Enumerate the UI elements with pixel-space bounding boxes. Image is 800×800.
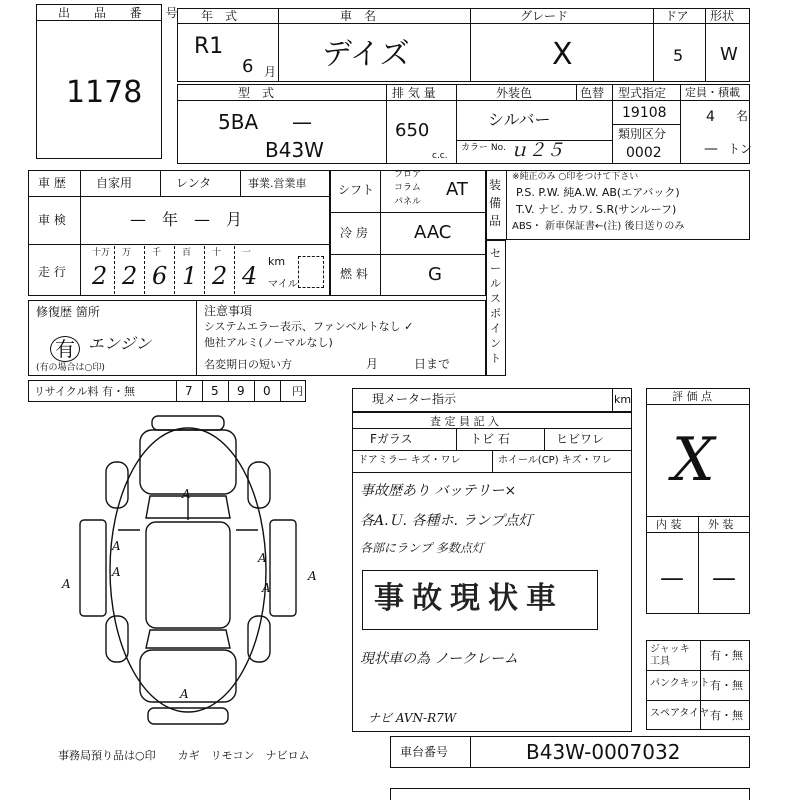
recycle-label: リサイクル料 有・無 bbox=[34, 385, 135, 398]
color-code-value: ｕ２５ bbox=[510, 140, 564, 161]
mileage-digit: 6 bbox=[152, 262, 168, 290]
year-label: 年 式 bbox=[201, 9, 238, 23]
mileage-digit: 4 bbox=[242, 262, 258, 290]
doors-label: ドア bbox=[665, 9, 689, 23]
shift-floor: フロア bbox=[394, 170, 422, 180]
mileage-unit: 百 bbox=[182, 248, 192, 258]
recycle-cell-divider bbox=[228, 380, 229, 402]
chassis-value: B43W-0007032 bbox=[526, 740, 681, 764]
diagram-mark-4: A bbox=[258, 551, 267, 565]
equipment-label: 装備品 bbox=[489, 178, 502, 228]
notes-line-1: システムエラー表示、ファンベルトなし ✓ bbox=[204, 320, 414, 333]
inspector-note-1: 事故歴あり バッテリー× bbox=[360, 483, 517, 499]
history-option-3: 事業.営業車 bbox=[248, 177, 307, 190]
repair-note: (有の場合は○印) bbox=[36, 363, 105, 373]
repair-label: 修復歴 箇所 bbox=[36, 305, 100, 319]
notes-line-2: 他社アルミ(ノーマルなし) bbox=[204, 336, 333, 349]
recycle-cell-divider bbox=[202, 380, 203, 402]
interior-value: — bbox=[660, 564, 684, 592]
shape-label: 形状 bbox=[710, 9, 735, 23]
sales-point-label: セールスポイント bbox=[490, 247, 501, 365]
spare-label: スペアタイヤ bbox=[650, 708, 710, 719]
mileage-unit: 十 bbox=[212, 248, 222, 258]
meter-label: 現メーター指示 bbox=[372, 392, 457, 406]
diagram-mark-5: A bbox=[262, 581, 271, 595]
car-name: デイズ bbox=[322, 37, 410, 72]
mileage-mile: マイル bbox=[268, 279, 298, 290]
shift-column: コラム bbox=[394, 183, 421, 193]
capacity-persons-unit: 名 bbox=[736, 109, 749, 123]
mileage-unit: 十万 bbox=[92, 248, 111, 258]
model-code: B43W bbox=[265, 138, 324, 162]
mileage-digit: 1 bbox=[182, 262, 198, 290]
car-label: 車 名 bbox=[340, 9, 377, 23]
bottom-box bbox=[390, 788, 750, 800]
equipment-note: ※純正のみ ○印をつけて下さい bbox=[512, 172, 639, 182]
history-option-1: 自家用 bbox=[96, 176, 133, 190]
shift-panel: パネル bbox=[394, 197, 422, 207]
diagram-mark-3: A bbox=[112, 565, 121, 579]
jack-value: 有・無 bbox=[710, 649, 743, 662]
grade-value: X bbox=[552, 37, 573, 72]
type-class-label: 類別区分 bbox=[618, 127, 667, 141]
inspector-note-3: 各部にランプ 多数点灯 bbox=[360, 541, 484, 555]
year-month: 6 bbox=[242, 56, 254, 77]
model-label: 型 式 bbox=[238, 86, 275, 100]
shape-value: W bbox=[720, 44, 738, 65]
recycle-digit: 5 bbox=[211, 384, 219, 398]
f-glass-label: Fガラス bbox=[370, 432, 413, 446]
shaken-value: — 年 — 月 bbox=[130, 210, 243, 229]
notes-label: 注意事項 bbox=[204, 304, 253, 318]
lot-label: 出 品 番 号 bbox=[58, 6, 188, 20]
diagram-mark-1: A bbox=[182, 487, 191, 501]
recycle-cell-divider bbox=[280, 380, 281, 402]
grade-label: グレード bbox=[520, 9, 569, 23]
color-swatch-label: 色替 bbox=[580, 86, 605, 100]
diagram-mark-6: A bbox=[308, 569, 317, 583]
capacity-load-unit: トン bbox=[728, 142, 753, 156]
shift-value: AT bbox=[446, 179, 468, 200]
mileage-digit: 2 bbox=[212, 262, 228, 290]
diagram-mark-8: A bbox=[180, 687, 189, 701]
mileage-unit: 一 bbox=[242, 248, 252, 258]
recycle-digit: 7 bbox=[185, 384, 193, 398]
doors-value: 5 bbox=[673, 46, 684, 65]
mileage-digit: 2 bbox=[122, 262, 138, 290]
color-code-label: カラー No. bbox=[461, 143, 506, 153]
color-value: シルバー bbox=[488, 110, 551, 129]
repair-handwritten: エンジン bbox=[88, 334, 152, 353]
jack-label: ジャッキ工具 bbox=[650, 644, 690, 667]
aircon-label: 冷 房 bbox=[340, 226, 368, 240]
inspector-note-2: 各A.Ｕ. 各種ホ. ランプ点灯 bbox=[360, 513, 533, 529]
type-class-value: 0002 bbox=[626, 145, 662, 161]
chassis-label: 車台番号 bbox=[400, 745, 449, 759]
mileage-unit: 千 bbox=[152, 248, 162, 258]
year-era: R1 bbox=[194, 34, 224, 59]
mileage-digit: 2 bbox=[92, 262, 108, 290]
lot-number: 1178 bbox=[66, 75, 143, 110]
aircon-value: AAC bbox=[414, 222, 452, 243]
inspector-label: 査 定 員 記 入 bbox=[430, 415, 499, 428]
inspector-note-5: ナビ AVN-R7W bbox=[368, 711, 457, 725]
equipment-line-2: T.V. ナビ. カワ. S.R(サンルーフ) bbox=[516, 203, 677, 216]
notes-month: 月 bbox=[366, 357, 379, 371]
spare-value: 有・無 bbox=[710, 709, 743, 722]
model-dash: — bbox=[292, 110, 312, 134]
fuel-label: 燃 料 bbox=[340, 267, 368, 281]
footer-text: 事務局預り品は○印 カギ リモコン ナビロム bbox=[58, 749, 310, 762]
recycle-cell-divider bbox=[254, 380, 255, 402]
fuel-value: G bbox=[428, 264, 442, 285]
inspector-note-4: 現状車の為 ノークレーム bbox=[360, 651, 519, 667]
displacement-label: 排 気 量 bbox=[392, 86, 436, 100]
punc-value: 有・無 bbox=[710, 679, 743, 692]
capacity-persons: 4 bbox=[706, 109, 715, 125]
history-option-2: レンタ bbox=[176, 176, 212, 190]
type-spec-label: 型式指定 bbox=[618, 86, 667, 100]
hibi-label: ヒビワレ bbox=[556, 432, 605, 446]
mirror-label: ドアミラー キズ・ワレ bbox=[358, 455, 461, 466]
history-label: 車 歴 bbox=[38, 176, 66, 190]
displacement-value: 650 bbox=[395, 120, 430, 141]
tobi-label: トビ 石 bbox=[470, 432, 510, 446]
punc-label: パンクキット bbox=[650, 678, 710, 689]
exterior-label: 外 装 bbox=[708, 518, 734, 531]
mileage-km: km bbox=[268, 255, 286, 268]
type-spec-value: 19108 bbox=[622, 105, 667, 121]
mileage-label: 走 行 bbox=[38, 265, 66, 279]
model-prefix: 5BA bbox=[218, 110, 259, 134]
recycle-unit: 円 bbox=[292, 385, 303, 398]
evaluation-value: X bbox=[672, 425, 715, 495]
equipment-line-1: P.S. P.W. 純A.W. AB(エアバック) bbox=[516, 186, 680, 199]
evaluation-label: 評 価 点 bbox=[672, 390, 712, 403]
shaken-label: 車 検 bbox=[38, 213, 66, 227]
equipment-line-3: ABS・ 新車保証書←(注) 後日送りのみ bbox=[512, 221, 685, 232]
exterior-value: — bbox=[712, 564, 736, 592]
notes-line-3: 名変期日の短い方 bbox=[204, 358, 292, 371]
recycle-digit: 0 bbox=[263, 384, 271, 398]
displacement-unit: c.c. bbox=[432, 151, 448, 161]
mileage-unit: 万 bbox=[122, 248, 132, 258]
wheel-label: ホイール(CP) キズ・ワレ bbox=[498, 455, 612, 466]
diagram-mark-2: A bbox=[112, 539, 121, 553]
diagram-mark-7: A bbox=[62, 577, 71, 591]
capacity-load: — bbox=[704, 141, 718, 157]
capacity-label: 定員・積載 bbox=[685, 86, 740, 99]
meter-unit: km bbox=[614, 393, 632, 406]
color-label: 外装色 bbox=[496, 86, 533, 100]
accident-stamp-text: 事故現状車 bbox=[374, 581, 564, 616]
interior-label: 内 装 bbox=[656, 518, 682, 531]
mileage-mile-box bbox=[298, 256, 324, 288]
year-month-suffix: 月 bbox=[264, 65, 277, 79]
shift-label: シフト bbox=[338, 183, 375, 197]
recycle-digit: 9 bbox=[237, 384, 245, 398]
repair-value: 有 bbox=[50, 336, 80, 362]
notes-day: 日まで bbox=[414, 357, 451, 371]
